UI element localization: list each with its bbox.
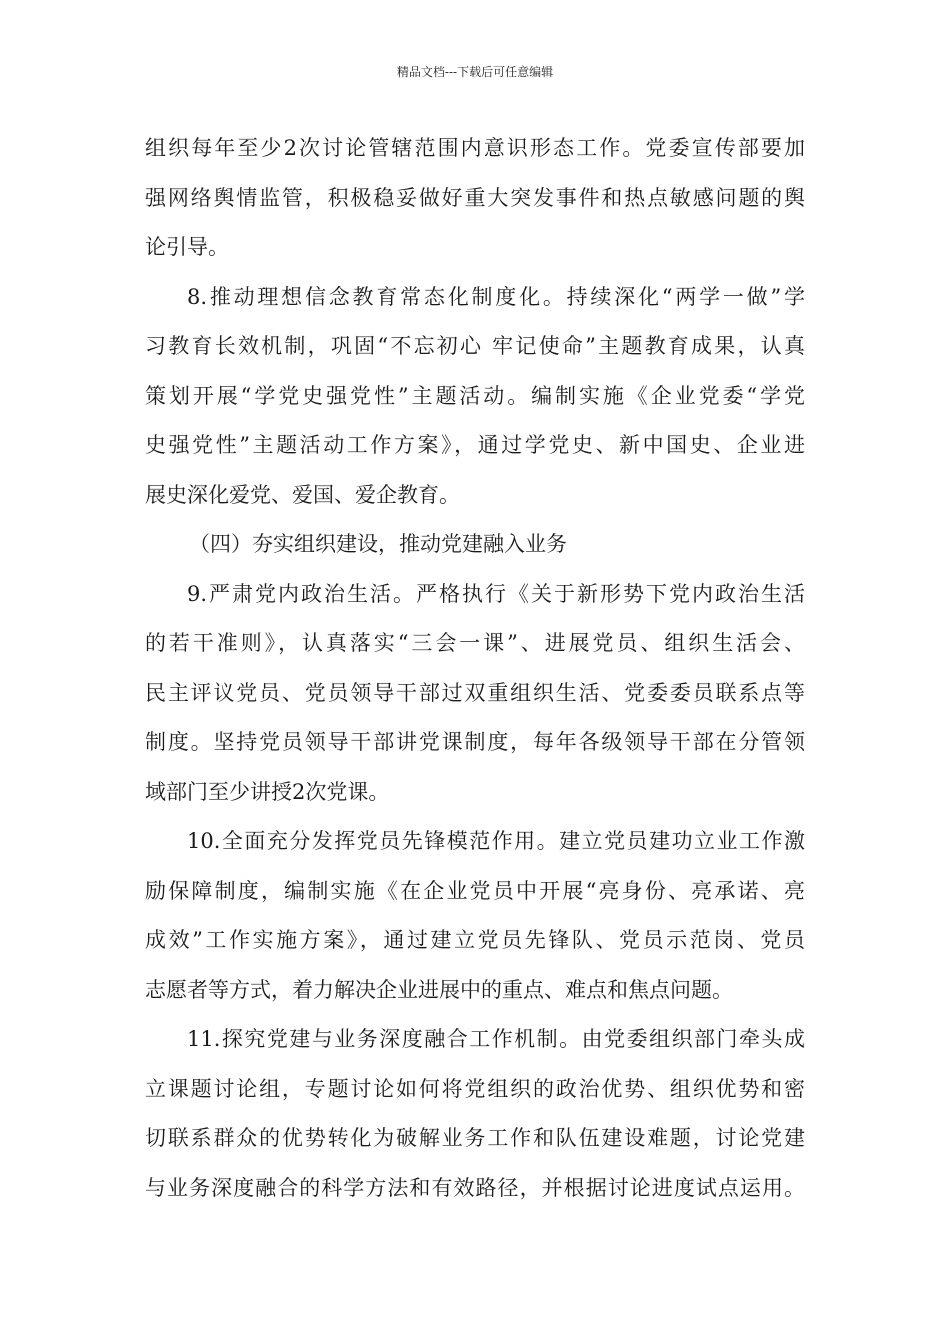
text-line: 习教育长效机制，巩固“不忘初心 牢记使命”主题教育成果，认真 (145, 334, 805, 358)
text-line: 强网络舆情监管，积极稳妥做好重大突发事件和热点敏感问题的舆 (145, 185, 805, 210)
text-line: 制度。坚持党员领导干部讲党课制度，每年各级领导干部在分管领 (145, 730, 805, 754)
text-line: 立课题讨论组，专题讨论如何将党组织的政治优势、组织优势和密 (145, 1076, 805, 1101)
text-line: 策划开展“学党史强党性”主题活动。编制实施《企业党委“学党 (145, 383, 805, 408)
paragraph-start-8: 8.推动理想信念教育常态化制度化。持续深化“两学一做”学 (187, 284, 805, 309)
page-header: 精品文档---下载后可任意编辑 (396, 65, 554, 79)
text-line: 展史深化爱党、爱国、爱企教育。 (145, 482, 460, 507)
text-line: 域部门至少讲授2次党课。 (145, 779, 390, 804)
text-line: 成效”工作实施方案》，通过建立党员先锋队、党员示范岗、党员 (145, 928, 805, 952)
text-line: 史强党性”主题活动工作方案》，通过学党史、新中国史、企业进 (145, 433, 805, 457)
text-line: 民主评议党员、党员领导干部过双重组织生活、党委委员联系点等 (145, 680, 805, 705)
document-body (145, 124, 805, 1213)
text-line: 志愿者等方式，着力解决企业进展中的重点、难点和焦点问题。 (145, 977, 733, 1002)
section-heading-4: （四）夯实组织建设，推动党建融入业务 (189, 532, 567, 556)
text-line: 组织每年至少2次讨论管辖范围内意识形态工作。党委宣传部要加 (145, 136, 805, 160)
text-line: 的若干准则》，认真落实“三会一课”、进展党员、组织生活会、 (145, 631, 805, 655)
text-line: 与业务深度融合的科学方法和有效路径，并根据讨论进度试点运用。 (145, 1175, 805, 1200)
paragraph-start-11: 11.探究党建与业务深度融合工作机制。由党委组织部门牵头成 (187, 1027, 805, 1051)
paragraph-start-9: 9.严肃党内政治生活。严格执行《关于新形势下党内政治生活 (187, 581, 805, 606)
text-line: 论引导。 (145, 235, 229, 259)
text-line: 切联系群众的优势转化为破解业务工作和队伍建设难题，讨论党建 (145, 1126, 805, 1150)
paragraph-start-10: 10.全面充分发挥党员先锋模范作用。建立党员建功立业工作激 (187, 829, 805, 853)
text-line: 励保障制度，编制实施《在企业党员中开展“亮身份、亮承诺、亮 (145, 878, 805, 903)
